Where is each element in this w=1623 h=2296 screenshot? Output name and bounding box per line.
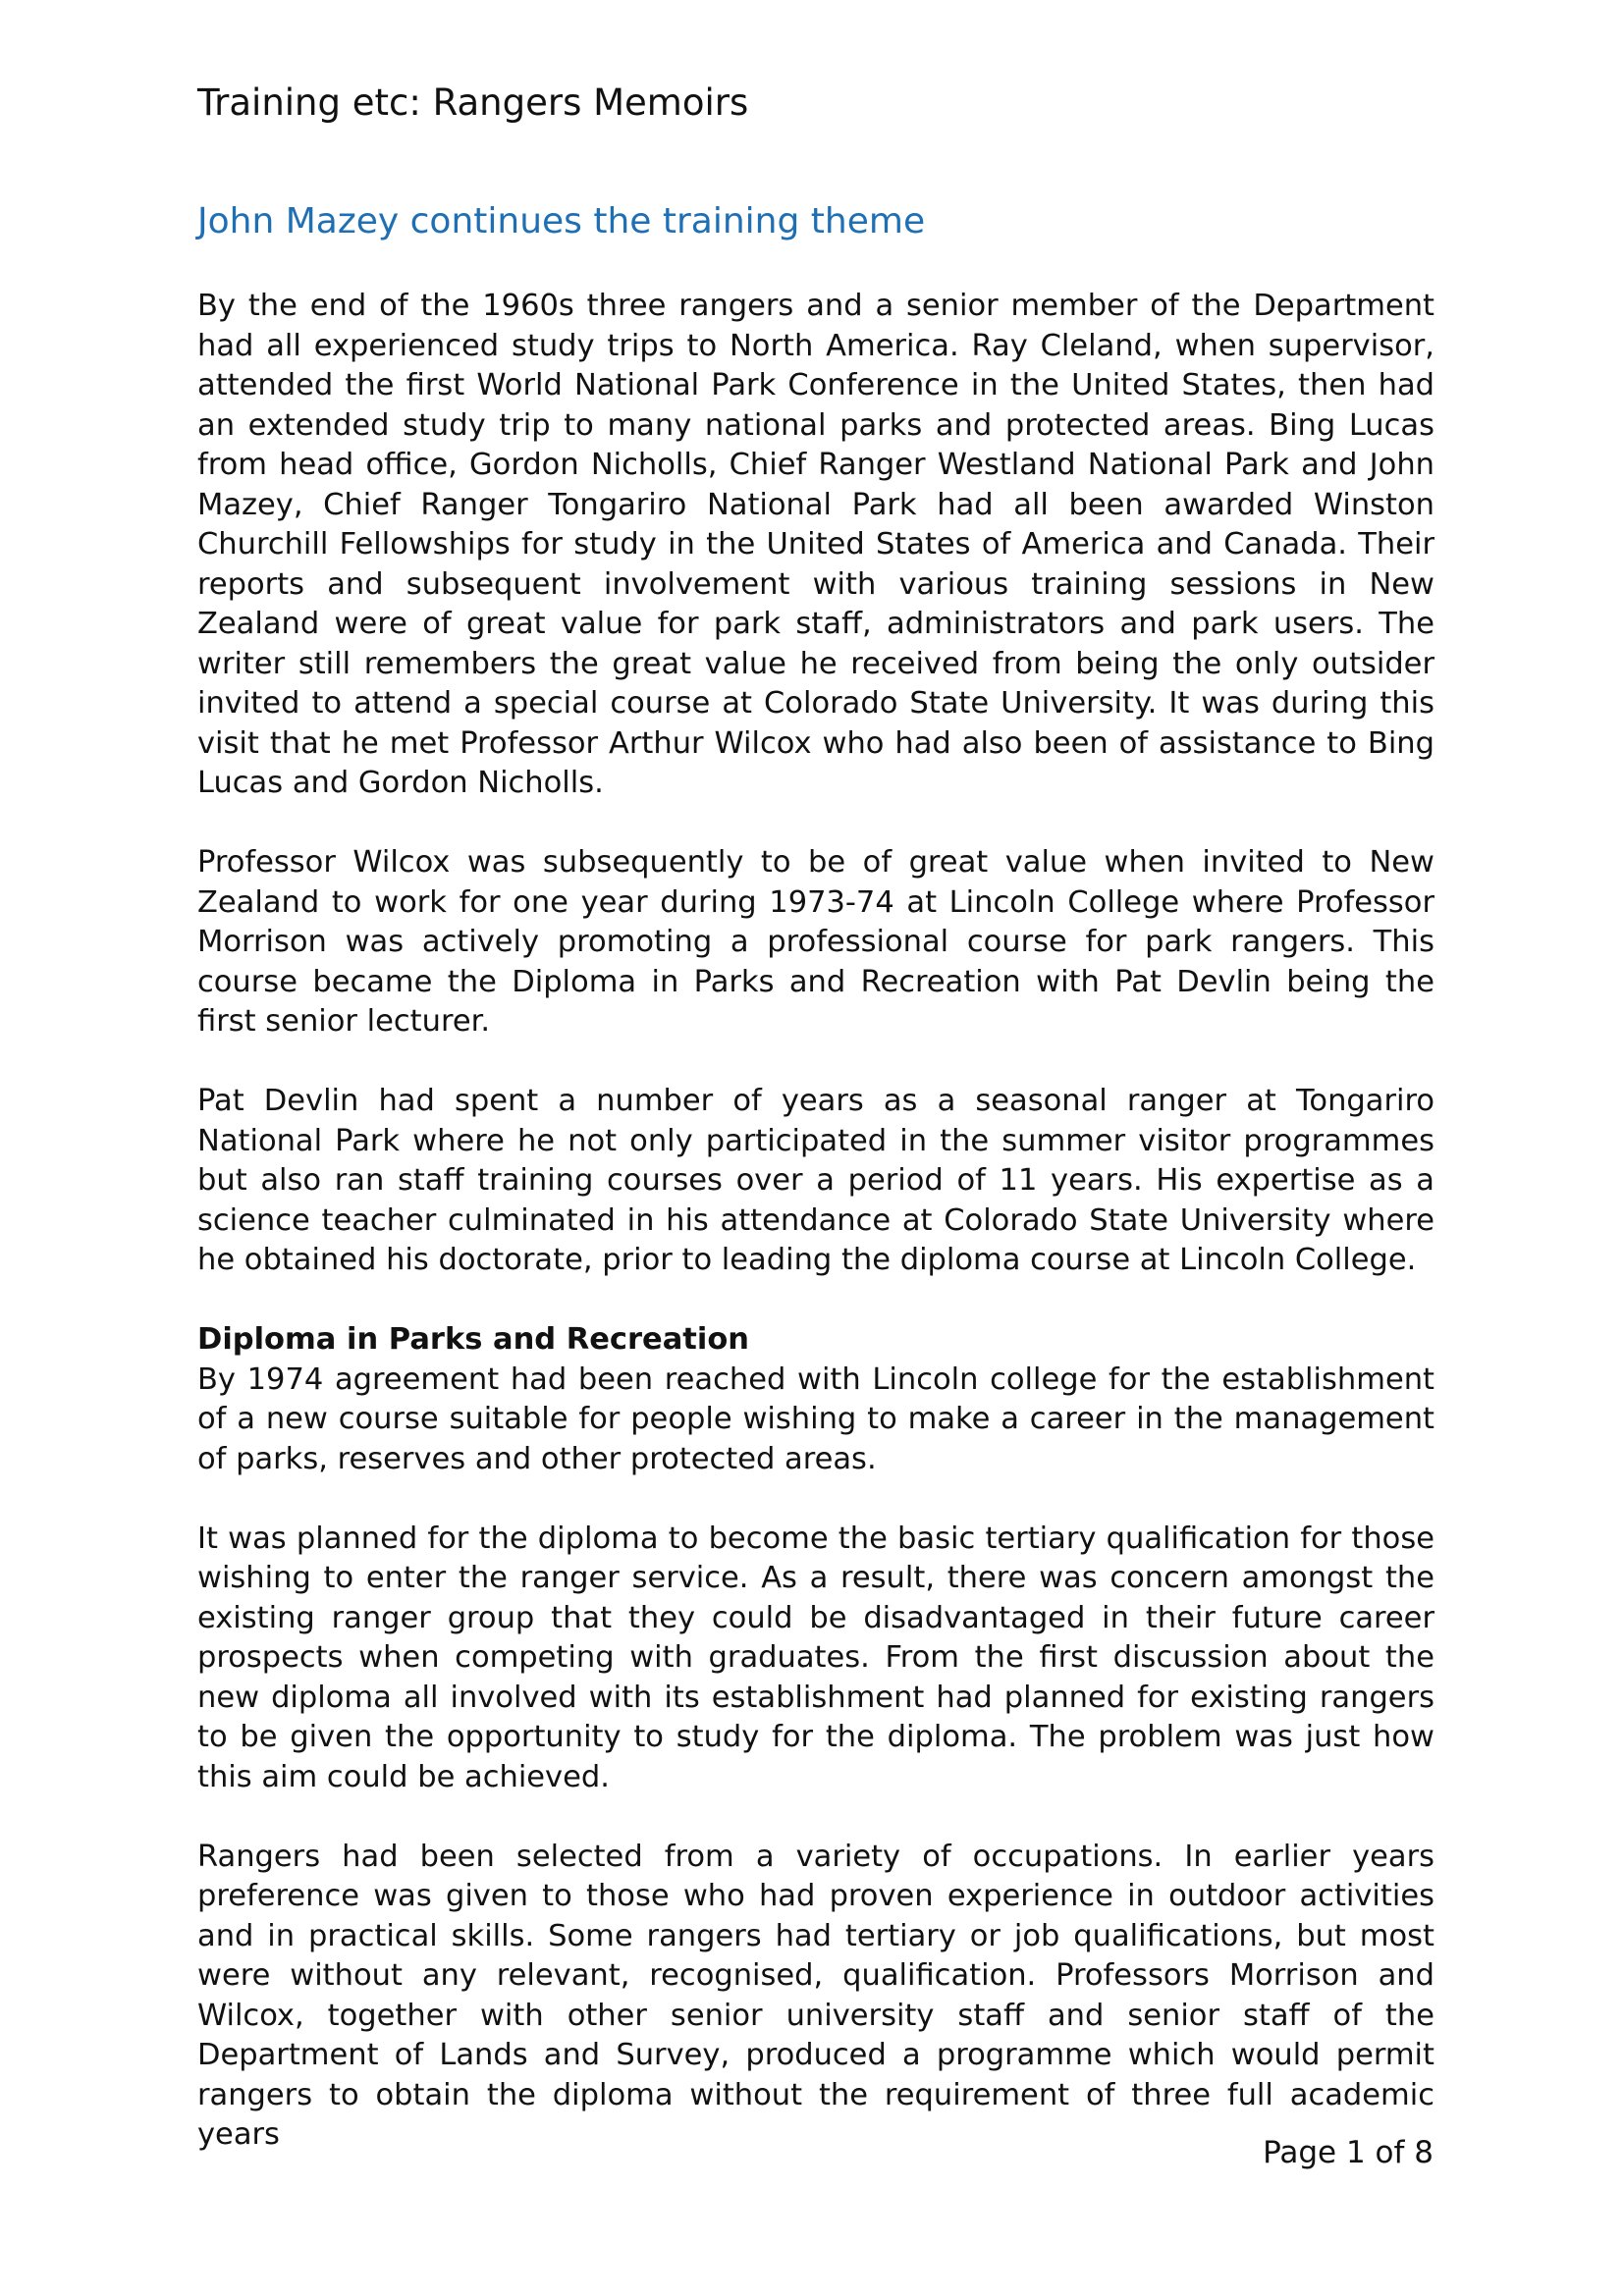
paragraph-agreement-1974: By 1974 agreement had been reached with Lincoln college for the establishment of a new course suitable for people wishing to make a career in the management of parks, reserves and other protected areas. [197, 1362, 1434, 1476]
page-number: Page 1 of 8 [1263, 2135, 1434, 2170]
paragraph-qualification-concern: It was planned for the diploma to become the basic tertiary qualification for those wishing to enter the ranger service. As a result, there was concern amongst the existing ranger group that they could be disadvantaged in their future career prospects when competing with graduates. From the first discussion about the new diploma all involved with its establishment had planned for existing rangers to be given the opportunity to study for the diploma. The problem was just how this aim could be achieved. [197, 1521, 1434, 1794]
article-heading: John Mazey continues the training theme [197, 201, 926, 241]
paragraph-study-trips: By the end of the 1960s three rangers and a senior member of the Department had all experienced study trips to North America. Ray Cleland, when supervisor, attended the first World National Park Conference in the United States, then had an extended study trip to many national parks and protected areas. Bing Lucas from head office, Gordon Nicholls, Chief Ranger Westland National Park and John Mazey, Chief Ranger Tongariro National Park had all been awarded Winston Churchill Fellowships for study in the United States of America and Canada. Their reports and subsequent involvement with various training sessions in New Zealand were of great value for park staff, administrators and park users. The writer still remembers the great value he received from being the only outsider invited to attend a special course at Colorado State University. It was during this visit that he met Professor Arthur Wilcox who had also been of assistance to Bing Lucas and Gordon Nicholls. [197, 289, 1434, 800]
running-header: Training etc: Rangers Memoirs [197, 81, 749, 124]
section-heading-diploma: Diploma in Parks and Recreation [197, 1322, 750, 1357]
document-body [197, 194, 1434, 2195]
paragraph-pat-devlin: Pat Devlin had spent a number of years as a seasonal ranger at Tongariro National Park where he not only participated in the summer visitor programmes but also ran staff training courses over a period of 11 years. His expertise as a science teacher culminated in his attendance at Colorado State University where he obtained his doctorate, prior to leading the diploma course at Lincoln College. [197, 1084, 1434, 1277]
paragraph-professor-wilcox: Professor Wilcox was subsequently to be of great value when invited to New Zealand to work for one year during 1973-74 at Lincoln College where Professor Morrison was actively promoting a professional course for park rangers. This course became the Diploma in Parks and Recreation with Pat Devlin being the first senior lecturer. [197, 845, 1434, 1039]
paragraph-ranger-selection: Rangers had been selected from a variety of occupations. In earlier years preference was given to those who had proven experience in outdoor activities and in practical skills. Some rangers had tertiary or job qualifications, but most were without any relevant, recognised, qualification. Professors Morrison and Wilcox, together with other senior university staff and senior staff of the Department of Lands and Survey, produced a programme which would permit rangers to obtain the diploma without the requirement of three full academic years [197, 1839, 1434, 2152]
